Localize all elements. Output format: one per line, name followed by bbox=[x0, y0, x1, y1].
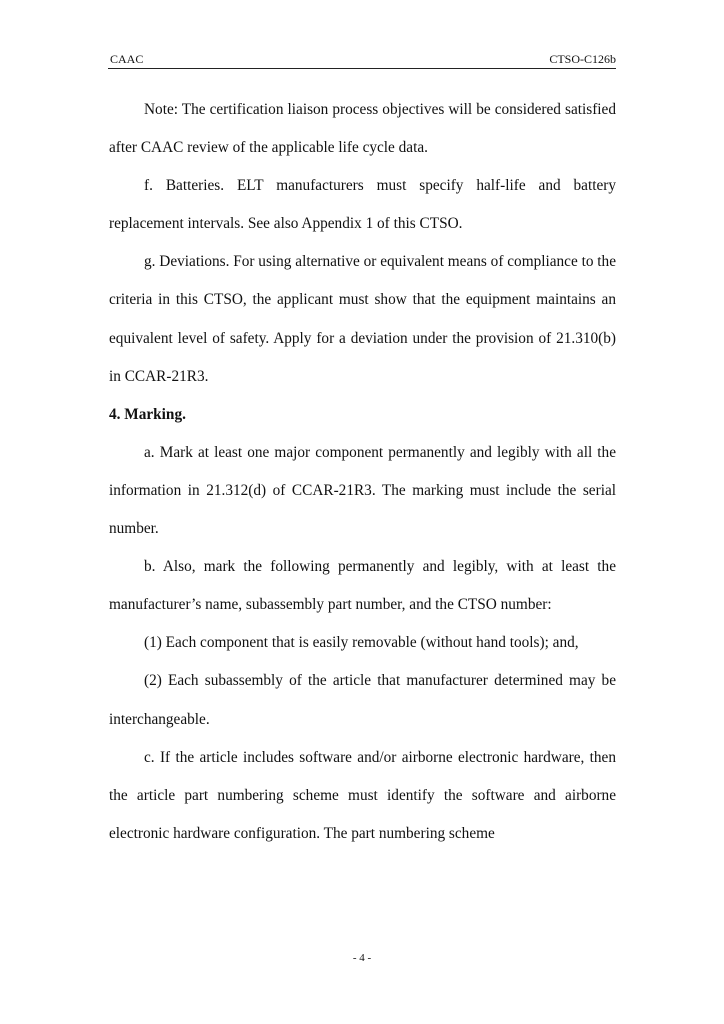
batteries-paragraph: f. Batteries. ELT manufacturers must specify half-life and battery replacement intervals. See also Appendix 1 of this CTSO. bbox=[109, 177, 616, 233]
marking-heading: 4. Marking. bbox=[109, 405, 186, 423]
marking-subitem-1: (1) Each component that is easily removable (without hand tools); and, bbox=[144, 634, 579, 652]
header-organization: CAAC bbox=[110, 52, 144, 66]
marking-subitem-2: (2) Each subassembly of the article that manufacturer determined may be interchangeable. bbox=[109, 672, 616, 728]
deviations-paragraph: g. Deviations. For using alternative or equivalent means of compliance to the criteria in this CTSO, the applicant must show that the equipment maintains an equivalent level of safety. Apply for a deviation under the provision of 21.310(b) in CCAR-21R3. bbox=[109, 253, 616, 385]
document-body bbox=[109, 91, 616, 853]
header-document-id: CTSO-C126b bbox=[549, 52, 616, 66]
marking-item-c: c. If the article includes software and/or airborne electronic hardware, then the article part numbering scheme must identify the software and airborne electronic hardware configuration. The part numbering scheme bbox=[109, 748, 616, 842]
page-header bbox=[108, 52, 616, 69]
marking-item-b: b. Also, mark the following permanently and legibly, with at least the manufacturer’s name, subassembly part number, and the CTSO number: bbox=[109, 558, 616, 614]
page-number: - 4 - bbox=[352, 952, 372, 964]
note-paragraph: Note: The certification liaison process objectives will be considered satisfied after CAAC review of the applicable life cycle data. bbox=[109, 101, 616, 157]
marking-item-a: a. Mark at least one major component permanently and legibly with all the information in 21.312(d) of CCAR-21R3. The marking must include the serial number. bbox=[109, 443, 616, 538]
